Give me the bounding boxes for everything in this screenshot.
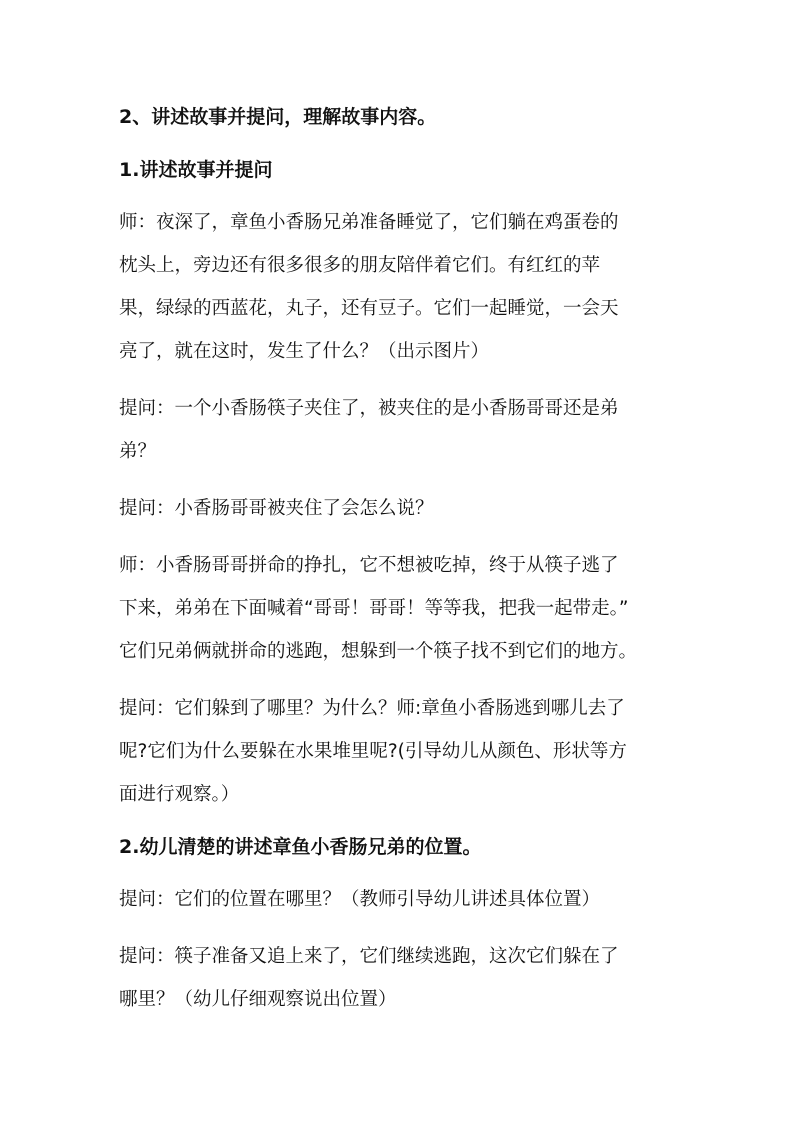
paragraph-question-5 bbox=[119, 935, 679, 1021]
text-line: 呢?它们为什么要躲在水果堆里呢?(引导幼儿从颜色、形状等方 bbox=[119, 741, 627, 762]
paragraph-question-1 bbox=[119, 387, 679, 473]
text-line: 师：夜深了，章鱼小香肠兄弟准备睡觉了，它们躺在鸡蛋卷的 bbox=[119, 212, 619, 233]
text-line: 哪里？（幼儿仔细观察说出位置） bbox=[119, 989, 397, 1010]
text-line: 提问：它们躲到了哪里？为什么？师:章鱼小香肠逃到哪儿去了 bbox=[119, 698, 625, 719]
text-line: 提问：小香肠哥哥被夹住了会怎么说？ bbox=[119, 498, 434, 519]
paragraph-question-4 bbox=[119, 878, 679, 921]
subsection-heading-1: 1.讲述故事并提问 bbox=[119, 159, 273, 181]
text-line: 亮了，就在这时，发生了什么？（出示图片） bbox=[119, 341, 490, 362]
paragraph-question-3 bbox=[119, 687, 679, 816]
paragraph-teacher-story bbox=[119, 201, 679, 373]
text-line: 枕头上，旁边还有很多很多的朋友陪伴着它们。有红红的苹 bbox=[119, 255, 601, 276]
text-line: 提问：它们的位置在哪里？（教师引导幼儿讲述具体位置） bbox=[119, 889, 601, 910]
text-line: 提问：一个小香肠筷子夹住了，被夹住的是小香肠哥哥还是弟 bbox=[119, 398, 619, 419]
text-line: 提问：筷子准备又追上来了，它们继续逃跑，这次它们躲在了 bbox=[119, 946, 619, 967]
text-line: 果，绿绿的西蓝花，丸子，还有豆子。它们一起睡觉，一会天 bbox=[119, 298, 619, 319]
text-line: 下来，弟弟在下面喊着“哥哥！哥哥！等等我，把我一起带走。” bbox=[119, 598, 629, 619]
section-heading: 2、讲述故事并提问，理解故事内容。 bbox=[119, 106, 437, 128]
subsection-heading-2: 2.幼儿清楚的讲述章鱼小香肠兄弟的位置。 bbox=[119, 836, 482, 858]
document-content bbox=[119, 100, 679, 1021]
paragraph-teacher-escape bbox=[119, 544, 679, 673]
text-line: 师：小香肠哥哥拼命的挣扎，它不想被吃掉，终于从筷子逃了 bbox=[119, 555, 619, 576]
text-line: 面进行观察。） bbox=[119, 784, 240, 805]
paragraph-question-2 bbox=[119, 487, 679, 530]
text-line: 弟？ bbox=[119, 441, 157, 462]
text-line: 它们兄弟俩就拼命的逃跑，想躲到一个筷子找不到它们的地方。 bbox=[119, 641, 638, 662]
